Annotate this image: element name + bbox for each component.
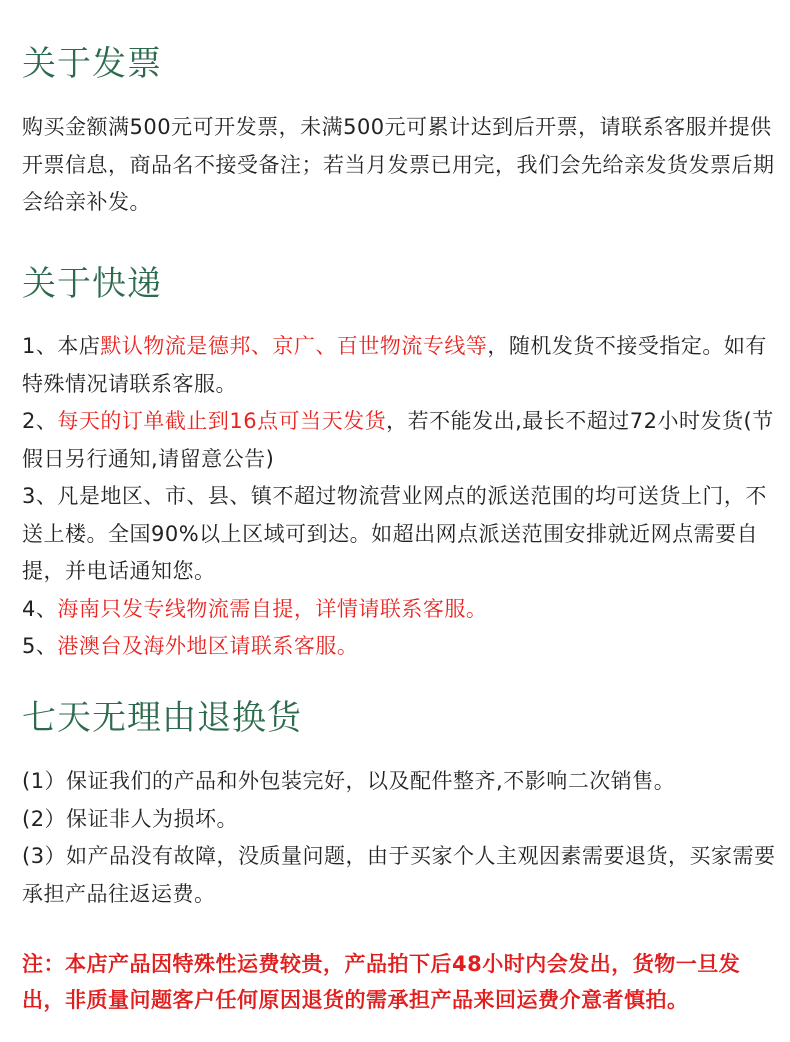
- shipping-item-1-prefix: 1、本店: [22, 334, 101, 358]
- shipping-item-4-prefix: 4、: [22, 596, 58, 621]
- shipping-item-2: [22, 403, 778, 478]
- returns-item-2: (2）保证非人为损坏。: [22, 806, 239, 831]
- shipping-item-4-highlight: 海南只发专线物流需自提，详情请联系客服。: [57, 596, 488, 621]
- returns-heading: 七天无理由退换货: [22, 698, 302, 738]
- shipping-heading: 关于快递: [22, 264, 162, 304]
- returns-item-3: (3）如产品没有故障，没质量问题，由于买家个人主观因素需要退货，买家需要承担产品往返运费。: [22, 844, 776, 906]
- invoice-heading: 关于发票: [22, 44, 162, 84]
- shipping-fee-note: 注：本店产品因特殊性运费较贵，产品拍下后48小时内会发出，货物一旦发出，非质量问题客户任何原因退货的需承担产品来回运费介意者慎拍。: [22, 952, 741, 1012]
- shipping-item-1-highlight: 默认物流是德邦、京广、百世物流专线等: [100, 334, 488, 358]
- shipping-item-2-suffix: ，若不能发出,最长不超过72小时发货(节假日另行通知,请留意公告): [22, 409, 774, 471]
- shipping-item-1: [22, 328, 778, 403]
- invoice-text: 购买金额满500元可开发票，未满500元可累计达到后开票，请联系客服并提供开票信息，商品名不接受备注；若当月发票已用完，我们会先给亲发货发票后期会给亲补发。: [22, 115, 775, 214]
- shipping-item-5-prefix: 5、: [22, 634, 58, 658]
- shipping-list: [22, 328, 778, 666]
- shipping-item-5: [22, 628, 778, 666]
- shipping-item-2-prefix: 2、: [22, 409, 58, 433]
- returns-list: [22, 763, 778, 913]
- shipping-item-1-suffix: ，随机发货不接受指定。如有特殊情况请联系客服。: [22, 334, 767, 396]
- returns-item-1: (1）保证我们的产品和外包装完好，以及配件整齐,不影响二次销售。: [22, 769, 676, 793]
- shipping-item-5-highlight: 港澳台及海外地区请联系客服。: [57, 634, 359, 658]
- shipping-item-4: [22, 591, 778, 629]
- shipping-item-3: 3、凡是地区、市、县、镇不超过物流营业网点的派送范围的均可送货上门，不送上楼。全国90%以上区域可到达。如超出网点派送范围安排就近网点需要自提，并电话通知您。: [22, 484, 767, 583]
- shipping-item-2-highlight: 每天的订单截止到16点可当天发货: [57, 409, 387, 433]
